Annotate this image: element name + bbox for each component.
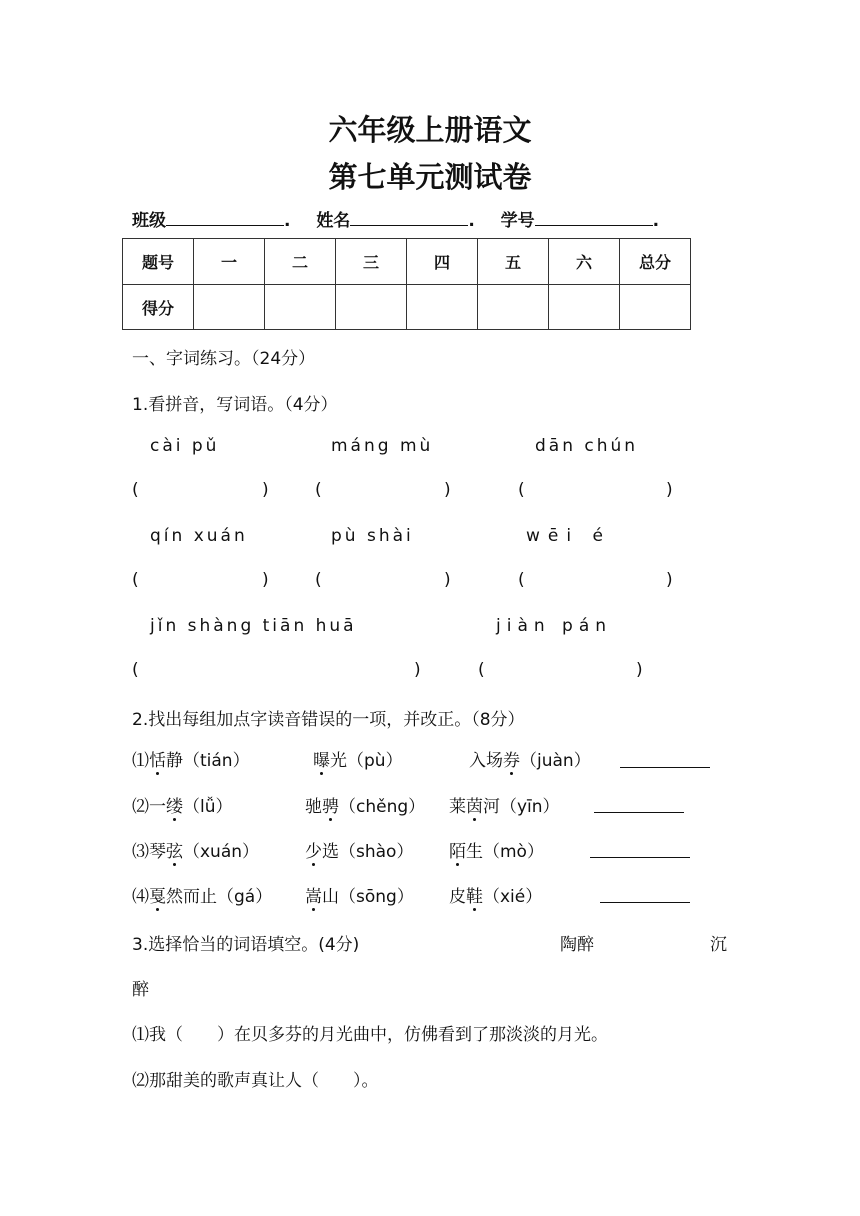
dotted-char: 陌 xyxy=(449,837,466,862)
answer-paren-open: ( xyxy=(518,480,525,500)
score-cell[interactable] xyxy=(549,285,620,330)
class-blank[interactable] xyxy=(166,209,284,226)
word-suffix: （xuán） xyxy=(183,842,260,862)
word-suffix: （juàn） xyxy=(520,751,591,771)
q2-line-3-item-3 xyxy=(449,837,544,862)
q2-line-1-item-3 xyxy=(469,746,591,771)
score-header-cell: 总分 xyxy=(620,239,691,285)
class-label: 班级 xyxy=(132,211,166,231)
q3-option-2-part-1: 沉 xyxy=(710,935,727,955)
score-row-label: 得分 xyxy=(123,285,194,330)
dotted-char: 券 xyxy=(503,746,520,771)
answer-blank[interactable] xyxy=(620,767,710,768)
title-line-2: 第七单元测试卷 xyxy=(328,160,532,194)
answer-blank[interactable] xyxy=(590,857,690,858)
name-dot: . xyxy=(468,211,475,231)
pinyin-7: jǐn shàng tiān huā xyxy=(150,616,357,636)
answer-paren-close: ) xyxy=(444,570,451,590)
q3-option-1: 陶醉 xyxy=(560,935,594,955)
word-suffix: 生（mò） xyxy=(466,842,544,862)
section-1-heading: 一、字词练习。（24分） xyxy=(132,349,316,369)
score-table xyxy=(122,238,691,330)
word-prefix: 驰 xyxy=(305,797,322,817)
word-suffix: 河（yīn） xyxy=(483,797,560,817)
q2-item-number: ⑷ xyxy=(132,887,149,907)
q2-line-4-item-3 xyxy=(449,882,542,907)
class-dot: . xyxy=(284,211,291,231)
name-blank[interactable] xyxy=(350,209,468,226)
q2-line-4-item-2 xyxy=(305,882,414,907)
answer-paren-close: ) xyxy=(666,480,673,500)
answer-paren-open: ( xyxy=(132,570,139,590)
id-label: 学号 xyxy=(500,211,535,231)
score-table-header-row xyxy=(123,239,691,285)
q2-item-number: ⑵ xyxy=(132,797,149,817)
q2-title: 2.找出每组加点字读音错误的一项，并改正。（8分） xyxy=(132,710,525,730)
score-header-cell: 四 xyxy=(407,239,478,285)
answer-paren-open: ( xyxy=(315,570,322,590)
id-dot: . xyxy=(652,211,660,231)
answer-paren-close: ) xyxy=(666,570,673,590)
word-suffix: （chěng） xyxy=(339,797,426,817)
score-header-cell: 六 xyxy=(549,239,620,285)
answer-blank[interactable] xyxy=(600,902,690,903)
pinyin-1: cài pǔ xyxy=(150,436,220,456)
score-header-cell: 五 xyxy=(478,239,549,285)
q2-line-4 xyxy=(132,882,272,907)
dotted-char: 茵 xyxy=(466,792,483,817)
dotted-char: 戛 xyxy=(149,882,166,907)
pinyin-5: pù shài xyxy=(331,526,414,546)
dotted-char: 少 xyxy=(305,837,322,862)
score-cell[interactable] xyxy=(336,285,407,330)
word-prefix: 琴 xyxy=(149,842,166,862)
q2-line-2-item-3 xyxy=(449,792,560,817)
pinyin-6: wēi é xyxy=(526,526,611,546)
word-suffix: 静（tián） xyxy=(166,751,250,771)
answer-blank[interactable] xyxy=(594,812,684,813)
q2-line-2-item-2 xyxy=(305,792,425,817)
pinyin-8: jiàn pán xyxy=(496,616,613,636)
word-suffix: 山（sōng） xyxy=(322,887,414,907)
dotted-char: 鞋 xyxy=(466,882,483,907)
score-cell[interactable] xyxy=(407,285,478,330)
q2-line-1 xyxy=(132,746,250,771)
score-header-cell: 一 xyxy=(194,239,265,285)
word-suffix: 光（pù） xyxy=(330,751,403,771)
score-header-cell: 三 xyxy=(336,239,407,285)
word-prefix: 入场 xyxy=(469,751,503,771)
score-cell[interactable] xyxy=(265,285,336,330)
answer-paren-close: ) xyxy=(262,480,269,500)
answer-paren-close: ) xyxy=(636,660,643,680)
q2-item-number: ⑶ xyxy=(132,842,149,862)
answer-paren-close: ) xyxy=(414,660,421,680)
q3-sentence-2: ⑵那甜美的歌声真让人（ ）。 xyxy=(132,1071,379,1091)
dotted-char: 弦 xyxy=(166,837,183,862)
student-info-line xyxy=(132,206,659,231)
q2-line-3 xyxy=(132,837,259,862)
answer-paren-open: ( xyxy=(132,480,139,500)
word-suffix: 选（shào） xyxy=(322,842,414,862)
answer-paren-open: ( xyxy=(478,660,485,680)
word-prefix: 一 xyxy=(149,797,166,817)
id-blank[interactable] xyxy=(535,209,653,226)
answer-paren-open: ( xyxy=(315,480,322,500)
q2-line-1-item-2 xyxy=(313,746,403,771)
answer-paren-close: ) xyxy=(262,570,269,590)
pinyin-2: máng mù xyxy=(331,436,434,456)
q3-title: 3.选择恰当的词语填空。(4分) xyxy=(132,935,360,955)
answer-paren-close: ) xyxy=(444,480,451,500)
word-suffix: （lǚ） xyxy=(183,797,233,817)
q1-title: 1.看拼音，写词语。（4分） xyxy=(132,395,338,415)
answer-paren-open: ( xyxy=(132,660,139,680)
word-suffix: （xié） xyxy=(483,887,543,907)
score-header-cell: 题号 xyxy=(123,239,194,285)
score-cell[interactable] xyxy=(478,285,549,330)
dotted-char: 恬 xyxy=(149,746,166,771)
q2-line-2 xyxy=(132,792,233,817)
score-cell[interactable] xyxy=(620,285,691,330)
score-table-score-row xyxy=(123,285,691,330)
word-prefix: 莱 xyxy=(449,797,466,817)
q3-option-2-part-2: 醉 xyxy=(132,980,149,1000)
pinyin-4: qín xuán xyxy=(150,526,248,546)
name-label: 姓名 xyxy=(316,211,351,231)
q3-sentence-1: ⑴我（ ）在贝多芬的月光曲中，仿佛看到了那淡淡的月光。 xyxy=(132,1025,608,1045)
word-suffix: 然而止（gá） xyxy=(166,887,273,907)
word-prefix: 皮 xyxy=(449,887,466,907)
dotted-char: 缕 xyxy=(166,792,183,817)
answer-paren-open: ( xyxy=(518,570,525,590)
score-header-cell: 二 xyxy=(265,239,336,285)
dotted-char: 嵩 xyxy=(305,882,322,907)
dotted-char: 曝 xyxy=(313,746,330,771)
score-cell[interactable] xyxy=(194,285,265,330)
q2-line-3-item-2 xyxy=(305,837,413,862)
pinyin-3: dān chún xyxy=(535,436,639,456)
q2-item-number: ⑴ xyxy=(132,751,149,771)
title-line-1: 六年级上册语文 xyxy=(328,113,532,147)
dotted-char: 骋 xyxy=(322,792,339,817)
